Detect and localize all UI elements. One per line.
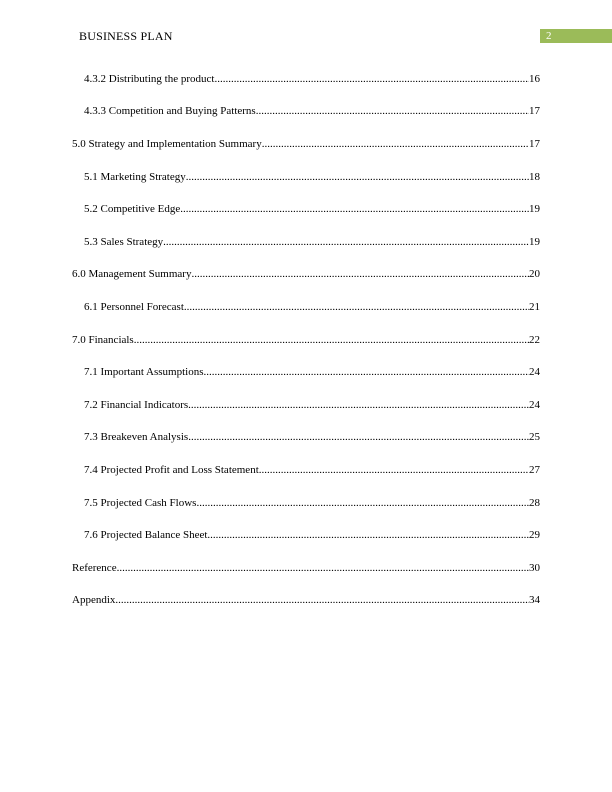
- toc-leader: [196, 496, 529, 510]
- toc-entry-page: 19: [529, 236, 540, 248]
- toc-entry[interactable]: [84, 202, 540, 216]
- toc-entry-page: 22: [529, 334, 540, 346]
- toc-entry-page: 28: [529, 497, 540, 509]
- toc-leader: [188, 398, 529, 412]
- toc-leader: [115, 593, 529, 607]
- toc-entry-page: 19: [529, 203, 540, 215]
- toc-entry-page: 24: [529, 366, 540, 378]
- toc-leader: [214, 72, 529, 86]
- toc-entry[interactable]: [72, 333, 540, 347]
- toc-leader: [163, 235, 529, 249]
- toc-leader: [186, 170, 529, 184]
- toc-entry-title: 6.1 Personnel Forecast: [84, 301, 184, 313]
- toc-entry-page: 18: [529, 171, 540, 183]
- toc-entry-page: 16: [529, 73, 540, 85]
- toc-entry-page: 30: [529, 562, 540, 574]
- toc-entry-page: 17: [529, 105, 540, 117]
- toc-entry[interactable]: [84, 300, 540, 314]
- toc-entry-title: 5.1 Marketing Strategy: [84, 171, 186, 183]
- toc-entry-page: 34: [529, 594, 540, 606]
- header-title: BUSINESS PLAN: [79, 29, 173, 43]
- toc-entry[interactable]: [84, 528, 540, 542]
- toc-leader: [207, 528, 529, 542]
- toc-entry[interactable]: [72, 137, 540, 151]
- toc-entry-page: 17: [529, 138, 540, 150]
- toc-leader: [262, 137, 529, 151]
- page-number-badge: [540, 29, 612, 43]
- toc-entry-title: 7.6 Projected Balance Sheet: [84, 529, 208, 541]
- toc-entry-title: Appendix: [72, 594, 116, 606]
- toc-entry[interactable]: [84, 496, 540, 510]
- toc-entry[interactable]: [84, 170, 540, 184]
- toc-entry[interactable]: [84, 235, 540, 249]
- toc-leader: [259, 463, 529, 477]
- toc-entry[interactable]: [72, 561, 540, 575]
- toc-entry[interactable]: [84, 365, 540, 379]
- toc-entry-page: 21: [529, 301, 540, 313]
- toc-entry-title: 5.0 Strategy and Implementation Summary: [72, 138, 262, 150]
- toc-leader: [117, 561, 529, 575]
- page-number: 2: [546, 30, 552, 42]
- toc-leader: [184, 300, 529, 314]
- toc-entry-title: 7.4 Projected Profit and Loss Statement: [84, 464, 259, 476]
- toc-entry-page: 27: [529, 464, 540, 476]
- toc-entry-title: 7.1 Important Assumptions: [84, 366, 204, 378]
- toc-entry-title: 4.3.3 Competition and Buying Patterns: [84, 105, 256, 117]
- toc-entry[interactable]: [84, 430, 540, 444]
- toc-entry[interactable]: [84, 104, 540, 118]
- toc-entry[interactable]: [84, 463, 540, 477]
- toc-entry[interactable]: [84, 398, 540, 412]
- toc-leader: [191, 267, 529, 281]
- toc-entry-page: 20: [529, 268, 540, 280]
- toc-entry-page: 29: [529, 529, 540, 541]
- toc-entry-title: 4.3.2 Distributing the product: [84, 73, 215, 85]
- toc-entry-title: Reference: [72, 562, 117, 574]
- toc-leader: [188, 430, 529, 444]
- toc-entry-title: 7.0 Financials: [72, 334, 134, 346]
- toc-entry-title: 6.0 Management Summary: [72, 268, 192, 280]
- toc-entry-page: 25: [529, 431, 540, 443]
- toc-leader: [134, 333, 529, 347]
- toc-entry-title: 7.3 Breakeven Analysis: [84, 431, 189, 443]
- toc-entry-title: 7.2 Financial Indicators: [84, 399, 189, 411]
- toc-entry[interactable]: [84, 72, 540, 86]
- toc-entry[interactable]: [72, 267, 540, 281]
- toc-leader: [180, 202, 529, 216]
- toc-entry-title: 5.3 Sales Strategy: [84, 236, 164, 248]
- toc-leader: [256, 104, 529, 118]
- toc-entry[interactable]: [72, 593, 540, 607]
- toc-leader: [203, 365, 529, 379]
- toc-entry-page: 24: [529, 399, 540, 411]
- toc-entry-title: 5.2 Competitive Edge: [84, 203, 181, 215]
- toc-entry-title: 7.5 Projected Cash Flows: [84, 497, 197, 509]
